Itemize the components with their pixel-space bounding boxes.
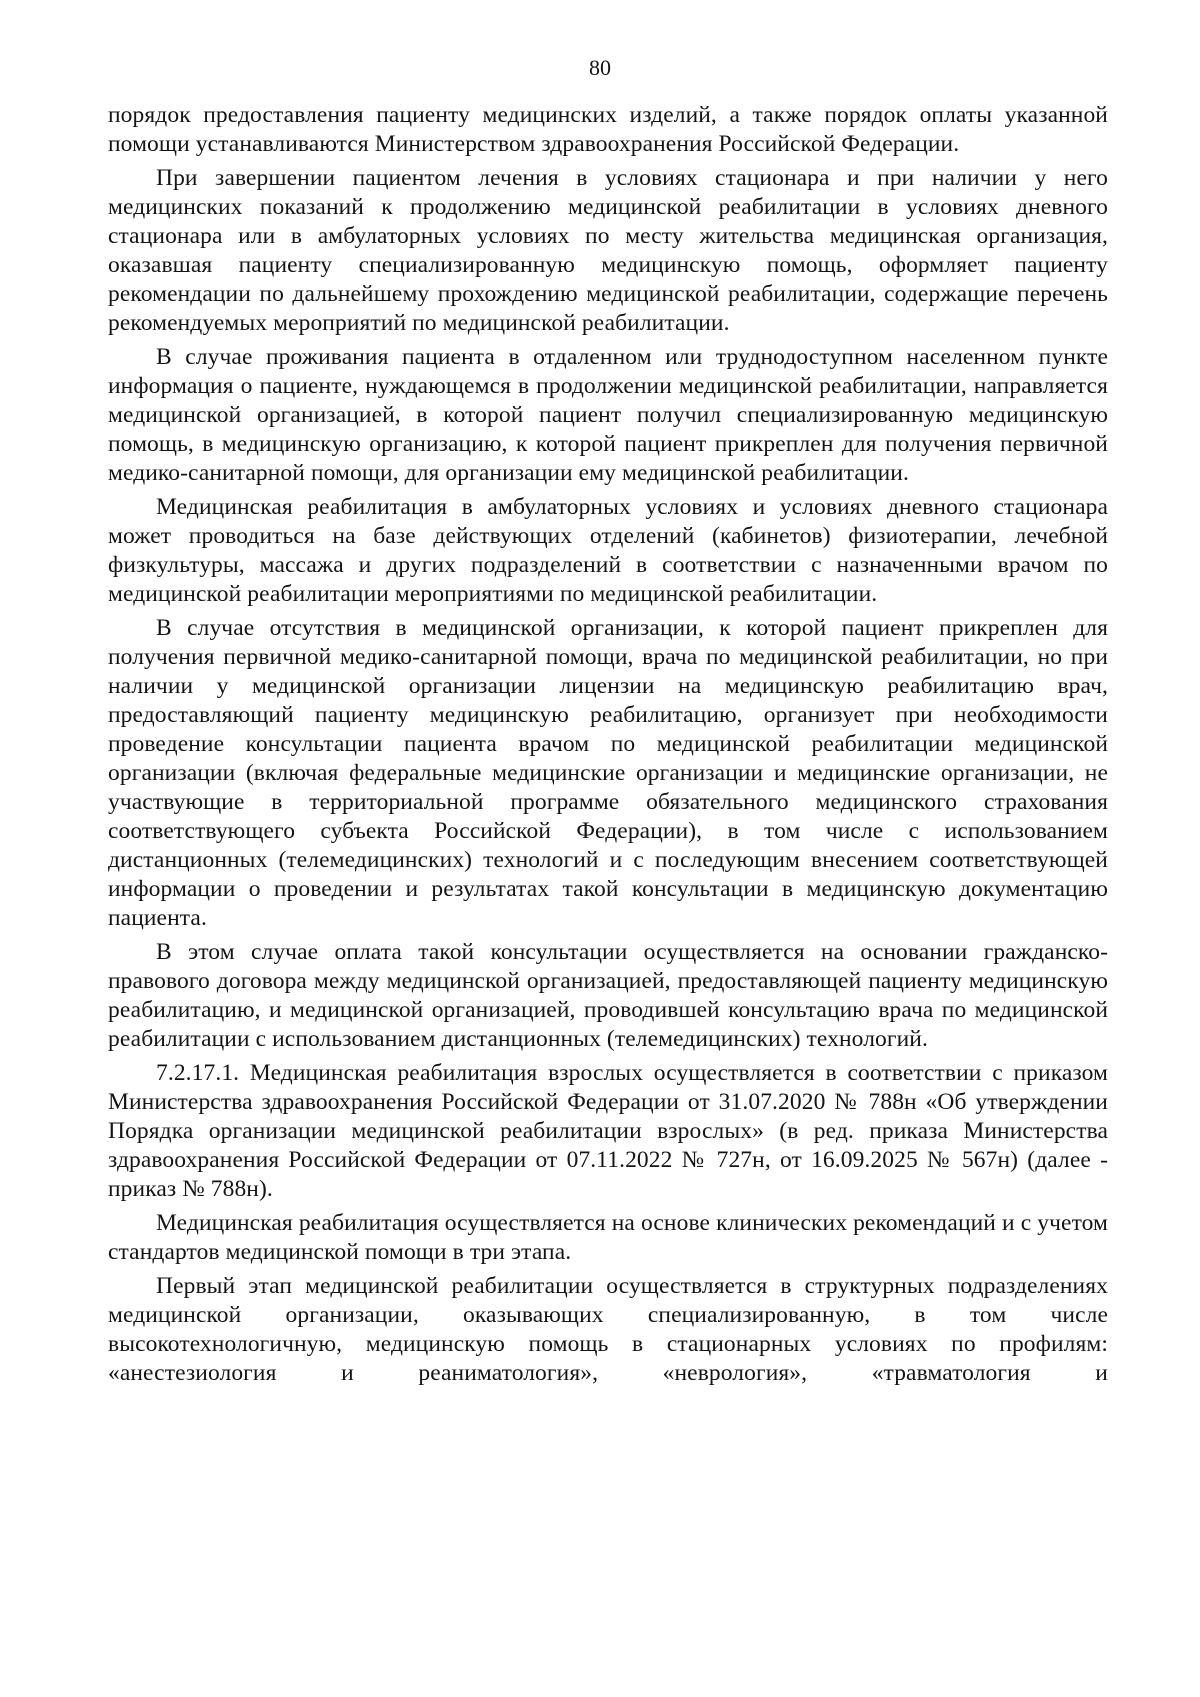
paragraph: 7.2.17.1. Медицинская реабилитация взрослых осуществляется в соответствии с приказом Министерства здравоохранения Российской Федерации от 31.07.2020 № 788н «Об утверждении Порядка организации медицинской реабилитации взрослых» (в ред. приказа Министерства здравоохранения Российской Федерации от 07.11.2022 № 727н, от 16.09.2025 № 567н) (далее - приказ № 788н).	[108, 1060, 1108, 1202]
paragraph: При завершении пациентом лечения в условиях стационара и при наличии у него медицинских показаний к продолжению медицинской реабилитации в условиях дневного стационара или в амбулаторных условиях по месту жительства медицинская организация, оказавшая пациенту специализированную медицинскую помощь, оформляет пациенту рекомендации по дальнейшему прохождению медицинской реабилитации, содержащие перечень рекомендуемых мероприятий по медицинской реабилитации.	[108, 165, 1108, 336]
paragraph: В случае отсутствия в медицинской организации, к которой пациент прикреплен для получения первичной медико-санитарной помощи, врача по медицинской реабилитации, но при наличии у медицинской организации лицензии на медицинскую реабилитацию врач, предоставляющий пациенту медицинскую реабилитацию, организует при необходимости проведение консультации пациента врачом по медицинской реабилитации медицинской организации (включая федеральные медицинские организации и медицинские организации, не участвующие в территориальной программе обязательного медицинского страхования соответствующего субъекта Российской Федерации), в том числе с использованием дистанционных (телемедицинских) технологий и с последующим внесением соответствующей информации о проведении и результатах такой консультации в медицинскую документацию пациента.	[108, 615, 1108, 931]
paragraph: Медицинская реабилитация в амбулаторных условиях и условиях дневного стационара может проводиться на базе действующих отделений (кабинетов) физиотерапии, лечебной физкультуры, массажа и других подразделений в соответствии с назначенными врачом по медицинской реабилитации мероприятиями по медицинской реабилитации.	[108, 494, 1108, 607]
paragraph: В этом случае оплата такой консультации осуществляется на основании гражданско-правового договора между медицинской организацией, предоставляющей пациенту медицинскую реабилитацию, и медицинской организацией, проводившей консультацию врача по медицинской реабилитации с использованием дистанционных (телемедицинских) технологий.	[108, 939, 1108, 1052]
paragraph: Медицинская реабилитация осуществляется на основе клинических рекомендаций и с учетом стандартов медицинской помощи в три этапа.	[108, 1210, 1108, 1265]
page-number: 80	[589, 55, 611, 80]
document-body	[108, 101, 1108, 1393]
paragraph: В случае проживания пациента в отдаленном или труднодоступном населенном пункте информация о пациенте, нуждающемся в продолжении медицинской реабилитации, направляется медицинской организацией, в которой пациент получил специализированную медицинскую помощь, в медицинскую организацию, к которой пациент прикреплен для получения первичной медико-санитарной помощи, для организации ему медицинской реабилитации.	[108, 344, 1108, 486]
paragraph: порядок предоставления пациенту медицинских изделий, а также порядок оплаты указанной помощи устанавливаются Министерством здравоохранения Российской Федерации.	[108, 102, 1108, 157]
paragraph: Первый этап медицинской реабилитации осуществляется в структурных подразделениях медицинской организации, оказывающих специализированную, в том числе высокотехнологичную, медицинскую помощь в стационарных условиях по профилям: «анестезиология и реаниматология», «неврология», «травматология и	[108, 1273, 1108, 1386]
